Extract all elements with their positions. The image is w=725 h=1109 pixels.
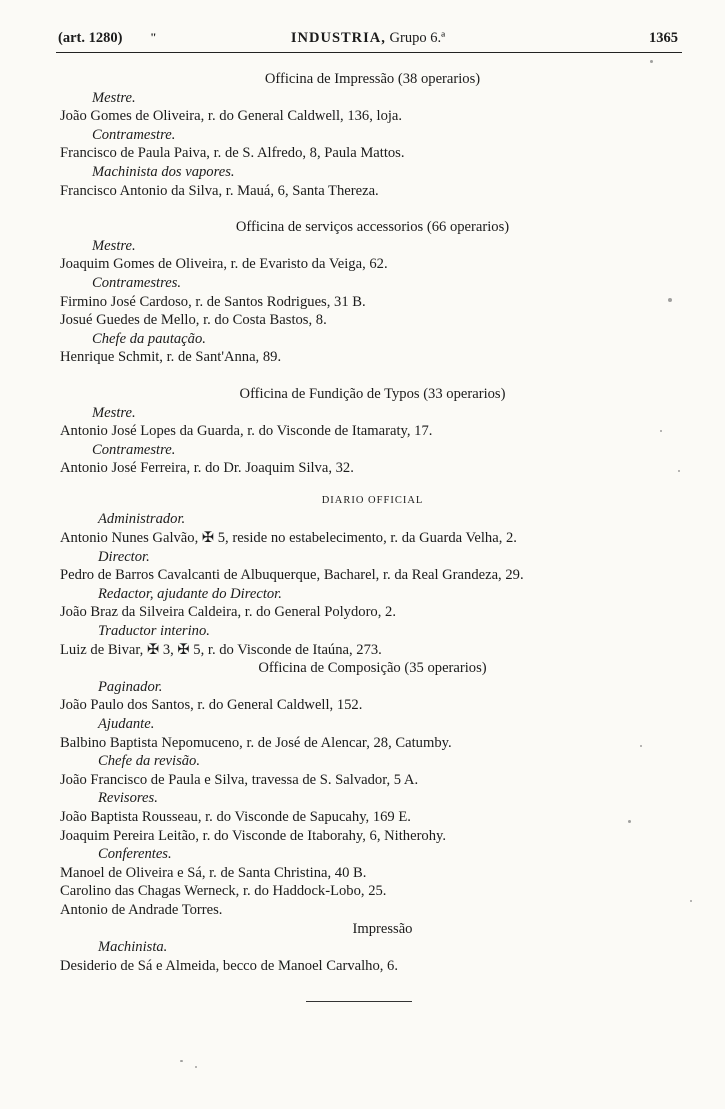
scan-speck [195,1066,197,1068]
section-heading-fundicao: Officina de Fundição de Typos (33 operarios) [239,385,506,402]
entry-line: Manoel de Oliveira e Sá, r. de Santa Christina, 40 B. [60,864,367,881]
header-rule [56,52,682,53]
entry-line: João Gomes de Oliveira, r. do General Caldwell, 136, loja. [60,108,403,125]
role-label: Chefe da pautação. [92,330,206,347]
entry-line: Antonio Nunes Galvão, ✠ 5, reside no estabelecimento, r. da Guarda Velha, 2. [60,530,517,547]
entry-line: Antonio de Andrade Torres. [60,901,223,918]
role-label: Contramestre. [92,126,176,143]
running-title [58,30,678,47]
entry-line: Pedro de Barros Cavalcanti de Albuquerque, Bacharel, r. da Real Grandeza, 29. [60,567,524,584]
role-label: Administrador. [98,511,186,528]
section-heading-accessorios: Officina de serviços accessorios (66 operarios) [235,219,510,236]
role-label: Machinista dos vapores. [92,163,235,180]
scan-speck [668,298,672,302]
entry-line: Francisco de Paula Paiva, r. de S. Alfredo, 8, Paula Mattos. [60,145,405,162]
running-title-group: Grupo 6.ª [389,30,446,46]
role-label: Paginador. [98,678,163,695]
entry-line: Antonio José Lopes da Guarda, r. do Visconde de Itamaraty, 17. [60,423,433,440]
entry-line: Josué Guedes de Mello, r. do Costa Bastos, 8. [60,312,327,329]
role-label: Mestre. [92,89,136,106]
document-body [60,70,685,975]
entry-line: Joaquim Pereira Leitão, r. do Visconde de Itaborahy, 6, Nitherohy. [60,827,447,844]
scan-speck [660,430,662,432]
entry-line: Firmino José Cardoso, r. de Santos Rodrigues, 31 B. [60,293,366,310]
role-label: Mestre. [92,404,136,421]
entry-line: Balbino Baptista Nepomuceno, r. de José de Alencar, 28, Catumby. [60,734,452,751]
section-heading-diario-official: DIARIO OFFICIAL [321,494,424,506]
scan-speck [690,900,692,902]
section-heading-impressao-diario: Impressão [352,920,413,937]
scan-speck [678,470,680,472]
entry-line: Antonio José Ferreira, r. do Dr. Joaquim Silva, 32. [60,460,354,477]
role-label: Traductor interino. [98,623,210,640]
role-label: Director. [98,548,150,565]
role-label: Contramestre. [92,441,176,458]
entry-line: João Francisco de Paula e Silva, travessa de S. Salvador, 5 A. [60,771,419,788]
entry-line: Carolino das Chagas Werneck, r. do Haddock-Lobo, 25. [60,883,387,900]
entry-line: Henrique Schmit, r. de Sant'Anna, 89. [60,349,282,366]
page-number: 1365 [649,30,678,46]
scan-speck [650,60,653,63]
scan-speck [640,745,642,747]
role-label: Redactor, ajudante do Director. [98,585,282,602]
role-label: Chefe da revisão. [98,753,200,770]
scan-speck [180,1060,183,1062]
entry-line: João Braz da Silveira Caldeira, r. do General Polydoro, 2. [60,604,396,621]
entry-line: João Baptista Rousseau, r. do Visconde de Sapucahy, 169 E. [60,808,411,825]
section-heading-impressao: Officina de Impressão (38 operarios) [264,71,481,87]
closing-rule [306,1001,412,1002]
scan-speck [628,820,631,823]
header-mark: " [150,30,157,44]
role-label: Conferentes. [98,846,172,863]
role-label: Revisores. [98,790,158,807]
role-label: Mestre. [92,237,136,254]
role-label: Machinista. [98,939,168,956]
role-label: Ajudante. [98,716,155,732]
entry-line: João Paulo dos Santos, r. do General Caldwell, 152. [60,697,363,714]
page-header [58,30,678,52]
entry-line: Joaquim Gomes de Oliveira, r. de Evaristo da Veiga, 62. [60,256,388,273]
entry-line: Desiderio de Sá e Almeida, becco de Manoel Carvalho, 6. [60,957,398,974]
article-reference: (art. 1280) [58,30,123,46]
role-label: Contramestres. [92,274,182,291]
entry-line: Luiz de Bivar, ✠ 3, ✠ 5, r. do Visconde de Itaúna, 273. [60,641,382,658]
entry-line: Francisco Antonio da Silva, r. Mauá, 6, Santa Thereza. [60,182,379,199]
section-heading-composicao: Officina de Composição (35 operarios) [258,660,487,677]
running-title-industria: INDUSTRIA, [290,30,386,46]
